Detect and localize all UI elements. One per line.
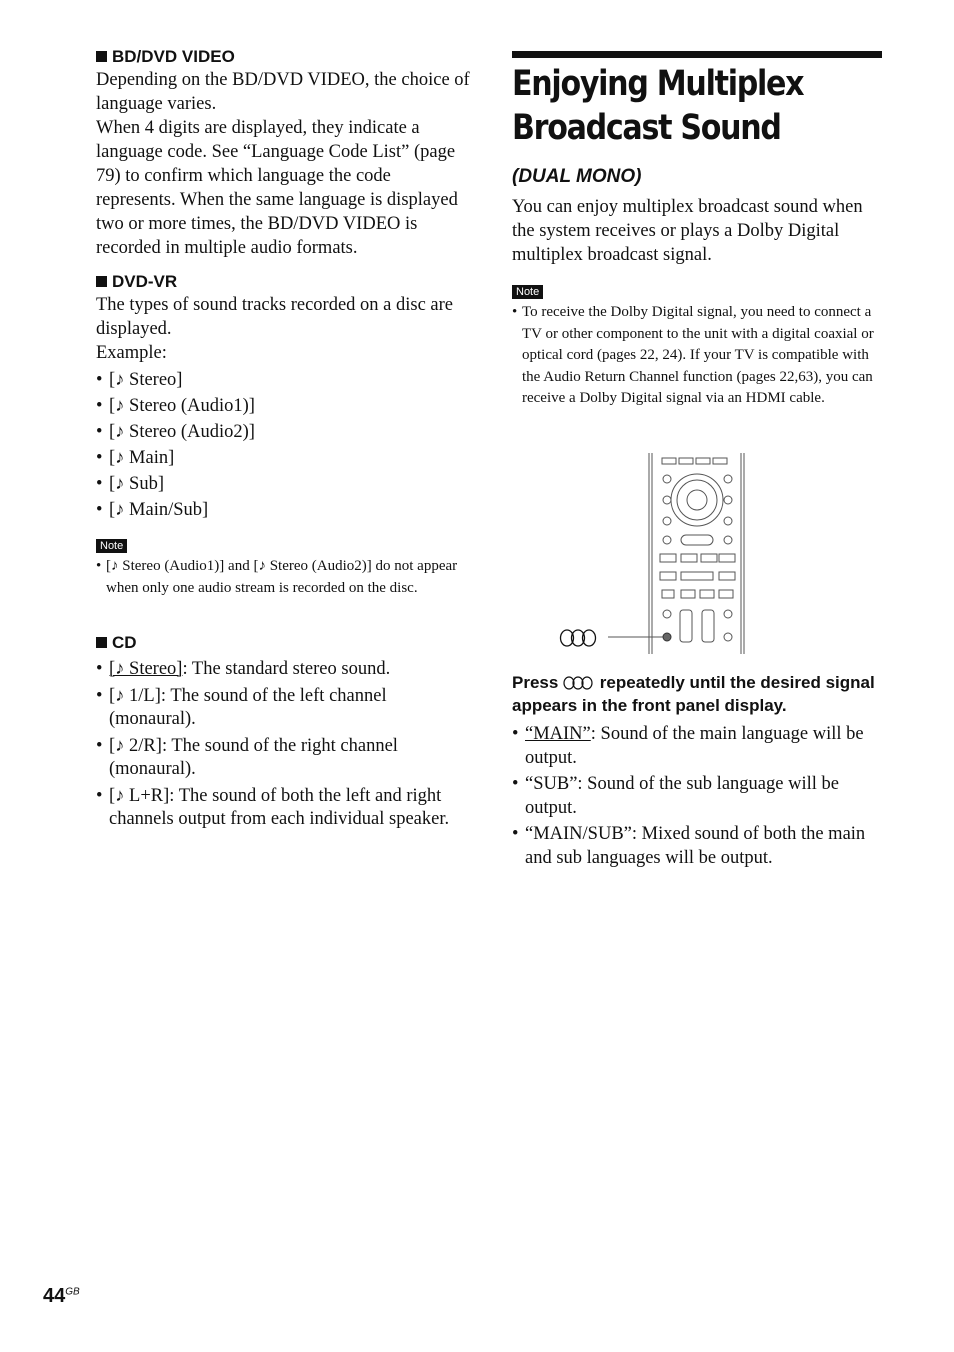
left-note-text: [♪ Stereo (Audio1)] and [♪ Stereo (Audio2)] do not appear when only one audio stream is recorded on the disc. <box>106 558 458 596</box>
list-item: • [♪ Main/Sub] <box>96 497 471 523</box>
dvd-vr-heading: DVD-VR <box>96 272 177 292</box>
audio-button-icon <box>563 676 595 690</box>
page-subtitle: (DUAL MONO) <box>512 166 642 187</box>
left-note <box>96 556 468 599</box>
right-note-text: To receive the Dolby Digital signal, you need to connect a TV or other component to the unit with a digital coaxial or optical cord (pages 22, 24). If your TV is compatible with the Audio Return Channel function (pages 22,63), you can receive a Dolby Digital signal via an HDMI cable. <box>522 304 874 406</box>
page-title: Enjoying Multiplex Broadcast Sound <box>512 64 804 148</box>
bd-dvd-video-heading: BD/DVD VIDEO <box>96 47 235 67</box>
intro-text: You can enjoy multiplex broadcast sound when the system receives or plays a Dolby Digital multiplex broadcast signal. <box>512 197 863 265</box>
square-bullet-icon <box>96 51 107 62</box>
dvd-vr-body <box>96 293 471 365</box>
options-list <box>512 722 887 870</box>
note-label: Note <box>512 285 543 299</box>
note-bullet: • <box>512 304 518 320</box>
list-item: • “MAIN/SUB”: Mixed sound of both the main and sub languages will be output. <box>512 822 887 870</box>
list-item: • [♪ Sub] <box>96 471 471 497</box>
cd-heading: CD <box>96 633 137 653</box>
list-item: • “MAIN”: Sound of the main language will be output. <box>512 722 887 770</box>
list-item: • [♪ Main] <box>96 445 471 471</box>
bd-para-1: Depending on the BD/DVD VIDEO, the choice of language varies. <box>96 70 470 114</box>
dvd-vr-para: The types of sound tracks recorded on a disc are displayed. <box>96 295 454 339</box>
square-bullet-icon <box>96 637 107 648</box>
list-item: • [♪ Stereo]: The standard stereo sound. <box>96 658 471 681</box>
remote-control-illustration <box>556 448 756 656</box>
title-rule <box>512 51 882 58</box>
bd-para-2: When 4 digits are displayed, they indicate a language code. See “Language Code List” (page 79) to confirm which language the code represents. When the same language is displayed two or more times, the BD/DVD VIDEO is recorded in multiple audio formats. <box>96 118 458 258</box>
bd-dvd-video-body <box>96 68 471 260</box>
list-item: • [♪ Stereo (Audio2)] <box>96 419 471 445</box>
cd-list <box>96 658 471 831</box>
list-item: • [♪ L+R]: The sound of both the left and right channels output from each individual speaker. <box>96 785 471 831</box>
dvd-vr-example: Example: <box>96 343 167 363</box>
press-instruction: Press repeatedly until the desired signal appears in the front panel display. <box>512 673 875 715</box>
list-item: • [♪ Stereo (Audio1)] <box>96 393 471 419</box>
list-item: • “SUB”: Sound of the sub language will be output. <box>512 772 887 820</box>
square-bullet-icon <box>96 276 107 287</box>
list-item: • [♪ Stereo] <box>96 367 471 393</box>
note-label: Note <box>96 539 127 553</box>
list-item: • [♪ 2/R]: The sound of the right channel (monaural). <box>96 735 471 781</box>
list-item: • [♪ 1/L]: The sound of the left channel (monaural). <box>96 685 471 731</box>
page-number: $44^{GB}$ <box>43 1285 80 1307</box>
right-note <box>512 302 884 410</box>
dvd-vr-list <box>96 367 471 523</box>
note-bullet: • <box>96 558 102 574</box>
